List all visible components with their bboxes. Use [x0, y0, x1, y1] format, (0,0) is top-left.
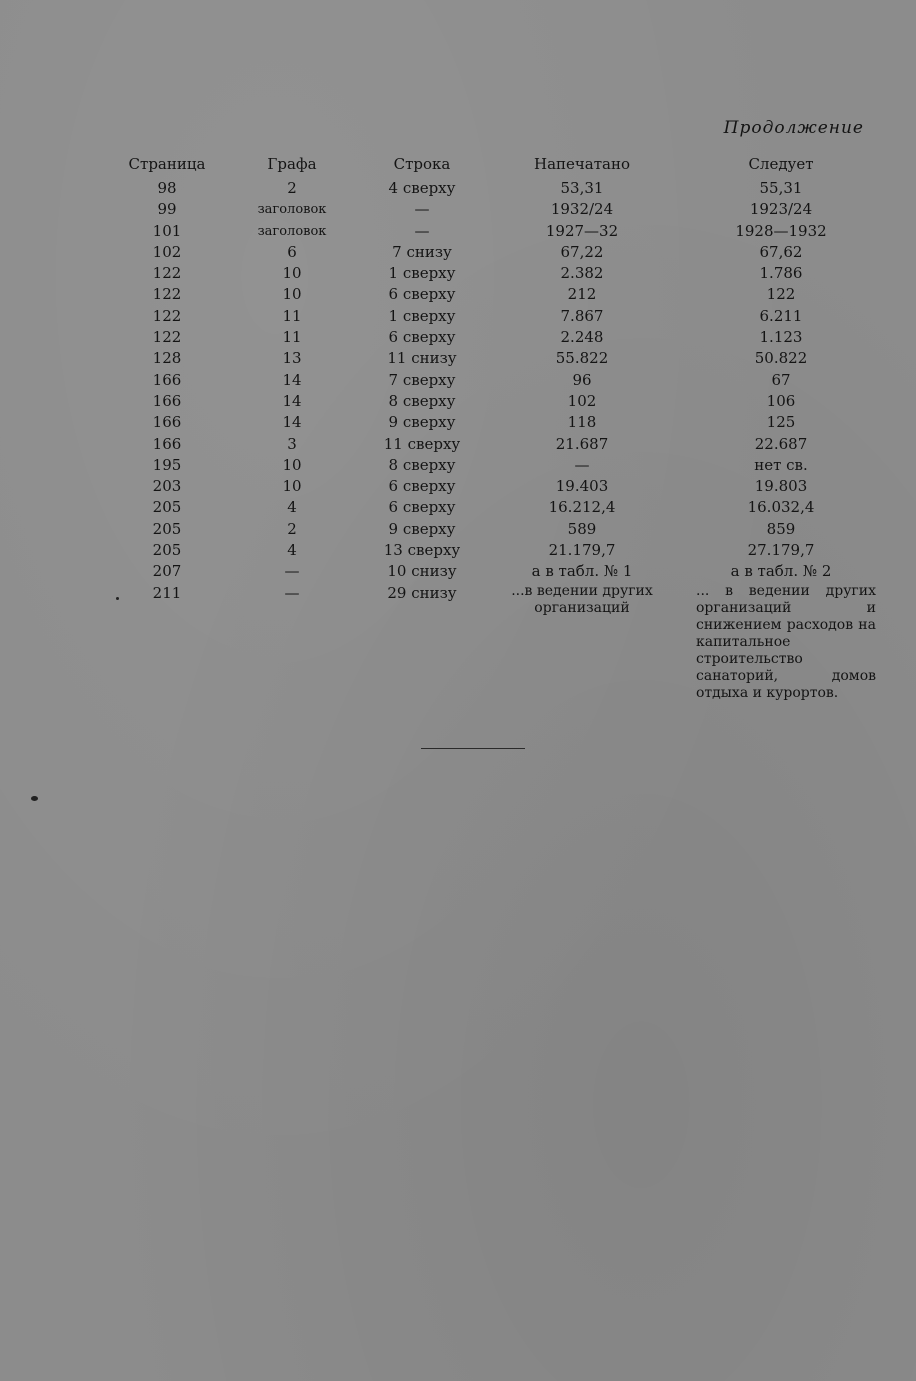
cell-printed: 21.179,7	[548, 541, 616, 560]
table-row	[112, 263, 880, 284]
cell-line: 7 сверху	[388, 370, 456, 389]
cell-printed: 19.403	[555, 477, 609, 496]
cell-should-be: 122	[766, 285, 796, 304]
cell-column: 10	[282, 264, 302, 283]
cell-page: 122	[152, 264, 182, 283]
cell-should-be: нет св.	[754, 455, 808, 474]
table-row	[112, 434, 880, 455]
cell-line: 9 сверху	[388, 519, 456, 538]
cell-page: 211	[152, 583, 182, 602]
section-divider	[421, 748, 525, 749]
column-header-printed: Напечатано	[533, 155, 631, 173]
cell-printed: 7.867	[560, 306, 604, 325]
cell-line: 6 сверху	[388, 477, 456, 496]
table-row	[112, 284, 880, 305]
table-row	[112, 370, 880, 391]
cell-line: 9 сверху	[388, 413, 456, 432]
cell-page: 203	[152, 477, 182, 496]
cell-line: 8 сверху	[388, 391, 456, 410]
cell-page: 195	[152, 455, 182, 474]
cell-line: —	[414, 200, 430, 219]
table-row	[112, 348, 880, 369]
column-header-should-be: Следует	[748, 155, 814, 173]
cell-should-be: 6.211	[759, 306, 803, 325]
cell-printed: 53,31	[560, 179, 604, 197]
cell-column: 2	[287, 179, 297, 197]
cell-column: 10	[282, 477, 302, 496]
cell-column: 14	[282, 413, 302, 432]
table-row	[112, 306, 880, 327]
cell-should-be: 1.123	[759, 328, 803, 347]
cell-line: 1 сверху	[388, 306, 456, 325]
cell-printed: 118	[567, 413, 597, 432]
cell-page: 128	[152, 349, 182, 368]
cell-page: 166	[152, 434, 182, 453]
cell-printed: 2.248	[560, 328, 604, 347]
table-row	[112, 199, 880, 220]
cell-should-be: ... в ведении других организаций и снижением расходов на капитальное строительство санаторий, домов отдыха и курортов.	[696, 582, 876, 701]
cell-printed: —	[574, 455, 590, 474]
cell-line: 13 сверху	[383, 541, 461, 560]
cell-column: 13	[282, 349, 302, 368]
cell-printed: 1932/24	[550, 200, 614, 219]
cell-printed: 589	[567, 519, 597, 538]
cell-should-be: 67	[771, 370, 791, 389]
ink-speck	[31, 796, 38, 801]
cell-page: 205	[152, 519, 182, 538]
cell-printed: 16.212,4	[548, 498, 616, 517]
cell-line: 29 снизу	[387, 583, 457, 602]
table-row	[112, 583, 880, 702]
cell-should-be: 67,62	[759, 242, 803, 261]
table-row	[112, 519, 880, 540]
cell-line: 10 снизу	[387, 562, 457, 581]
table-row	[112, 391, 880, 412]
cell-should-be: 1.786	[759, 264, 803, 283]
cell-line: 1 сверху	[388, 264, 456, 283]
cell-column: 14	[282, 370, 302, 389]
cell-column: —	[284, 583, 300, 602]
cell-printed: ...в ведении других организаций	[511, 582, 653, 616]
column-header-column: Графа	[267, 155, 317, 173]
cell-should-be: 125	[766, 413, 796, 432]
cell-column: 14	[282, 391, 302, 410]
cell-line: 11 сверху	[383, 434, 461, 453]
cell-printed: а в табл. № 1	[531, 562, 633, 581]
cell-page: 166	[152, 370, 182, 389]
errata-table	[112, 154, 880, 702]
cell-column: 10	[282, 285, 302, 304]
cell-printed: 96	[572, 370, 592, 389]
cell-column: 11	[282, 306, 302, 325]
cell-should-be: 50.822	[754, 349, 808, 368]
column-header-line: Строка	[393, 155, 451, 173]
ink-speck	[116, 597, 119, 600]
table-row	[112, 221, 880, 242]
cell-printed: 212	[567, 285, 597, 304]
continuation-label: Продолжение	[723, 118, 864, 138]
cell-printed: 67,22	[560, 242, 604, 261]
cell-should-be: 55,31	[759, 179, 803, 197]
cell-should-be: 19.803	[754, 477, 808, 496]
cell-should-be: а в табл. № 2	[730, 562, 832, 581]
cell-line: —	[414, 221, 430, 240]
cell-printed: 2.382	[560, 264, 604, 283]
cell-column: заголовок	[257, 202, 327, 218]
cell-page: 166	[152, 413, 182, 432]
table-row	[112, 242, 880, 263]
table-row	[112, 476, 880, 497]
cell-page: 98	[157, 179, 177, 197]
cell-page: 205	[152, 541, 182, 560]
cell-line: 11 снизу	[387, 349, 457, 368]
cell-column: 3	[287, 434, 297, 453]
cell-page: 122	[152, 306, 182, 325]
cell-line: 6 сверху	[388, 498, 456, 517]
cell-line: 6 сверху	[388, 285, 456, 304]
cell-should-be: 27.179,7	[747, 541, 815, 560]
cell-should-be: 1923/24	[749, 200, 813, 219]
cell-line: 8 сверху	[388, 455, 456, 474]
cell-column: 2	[287, 519, 297, 538]
cell-should-be: 859	[766, 519, 796, 538]
cell-page: 205	[152, 498, 182, 517]
table-row	[112, 540, 880, 561]
cell-column: 4	[287, 541, 297, 560]
cell-column: 4	[287, 498, 297, 517]
cell-page: 122	[152, 285, 182, 304]
cell-printed: 102	[567, 391, 597, 410]
cell-page: 99	[157, 200, 177, 219]
cell-column: 11	[282, 328, 302, 347]
cell-should-be: 1928—1932	[735, 221, 827, 240]
cell-printed: 21.687	[555, 434, 609, 453]
table-row	[112, 455, 880, 476]
cell-line: 4 сверху	[388, 179, 456, 197]
cell-should-be: 106	[766, 391, 796, 410]
cell-page: 207	[152, 562, 182, 581]
cell-column: —	[284, 562, 300, 581]
table-row	[112, 178, 880, 199]
table-row	[112, 327, 880, 348]
cell-should-be: 16.032,4	[747, 498, 815, 517]
cell-column: 6	[287, 242, 297, 261]
cell-printed: 55.822	[555, 349, 609, 368]
cell-page: 102	[152, 242, 182, 261]
cell-printed: 1927—32	[545, 221, 619, 240]
table-row	[112, 561, 880, 582]
table-row	[112, 497, 880, 518]
cell-line: 6 сверху	[388, 328, 456, 347]
column-header-page: Страница	[128, 155, 206, 173]
cell-page: 166	[152, 391, 182, 410]
cell-column: 10	[282, 455, 302, 474]
table-header-row	[112, 154, 880, 178]
cell-should-be: 22.687	[754, 434, 808, 453]
table-row	[112, 412, 880, 433]
cell-column: заголовок	[257, 223, 327, 239]
cell-page: 122	[152, 328, 182, 347]
cell-page: 101	[152, 221, 182, 240]
cell-line: 7 снизу	[392, 242, 452, 261]
